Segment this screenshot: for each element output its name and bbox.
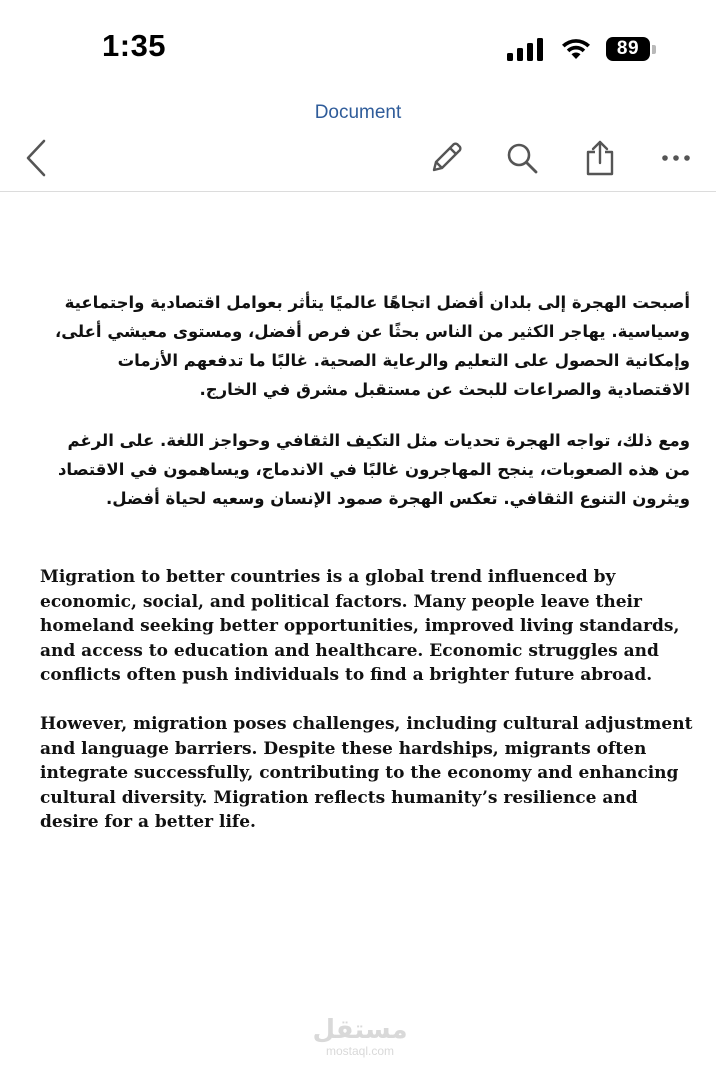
document-body[interactable] [0,192,716,1080]
battery-tip [652,45,656,54]
edit-icon [428,140,464,176]
battery-icon [606,37,656,61]
search-icon [505,141,539,175]
wifi-icon [560,37,592,61]
signal-icon [506,37,546,61]
more-button[interactable] [654,136,698,180]
edit-button[interactable] [424,136,468,180]
status-time: 1:35 [102,28,167,63]
english-paragraph: Migration to better countries is a global trend influenced by economic, social, and political factors. Many people leave their homeland seeking better opportunities, improved living standards, and access to education and healthcare. Economic struggles and conflicts often push individuals to find a brighter future abroad. [40,567,680,685]
arabic-paragraph: أصبحت الهجرة إلى بلدان أفضل اتجاهًا عالميًا يتأثر بعوامل اقتصادية واجتماعية وسياسية. يهاجر الكثير من الناس بحثًا عن فرص أفضل، ومستوى معيشي أعلى، وإمكانية الحصول على التعليم والرعاية الصحية. غالبًا ما تدفعهم الأزمات الاقتصادية والصراعات للبحث عن مستقبل مشرق في الخارج. [54,293,690,399]
status-icons [506,34,656,64]
search-button[interactable] [500,136,544,180]
more-icon [661,153,691,163]
watermark-arabic: مستقل [312,1015,408,1045]
share-icon [583,139,617,177]
share-button[interactable] [578,136,622,180]
document-title: Document [314,102,402,123]
status-bar [0,0,716,96]
english-paragraph: However, migration poses challenges, including cultural adjustment and language barriers. Despite these hardships, migrants often integrate successfully, contributing to the economy and enhancing cultural diversity. Migration reflects humanity’s resilience and desire for a better life. [40,714,693,832]
back-button[interactable] [14,136,58,180]
toolbar [0,130,716,186]
battery-level: 89 [606,37,650,61]
watermark-url: mostaql.com [325,1044,395,1058]
watermark-logo [310,1016,410,1058]
back-icon [25,139,47,177]
arabic-paragraph: ومع ذلك، تواجه الهجرة تحديات مثل التكيف الثقافي وحواجز اللغة. على الرغم من هذه الصعوبات، ينجح المهاجرون غالبًا في الاندماج، ويساهمون في الاقتصاد ويثرون التنوع الثقافي. تعكس الهجرة صمود الإنسان وسعيه لحياة أفضل. [57,431,690,508]
